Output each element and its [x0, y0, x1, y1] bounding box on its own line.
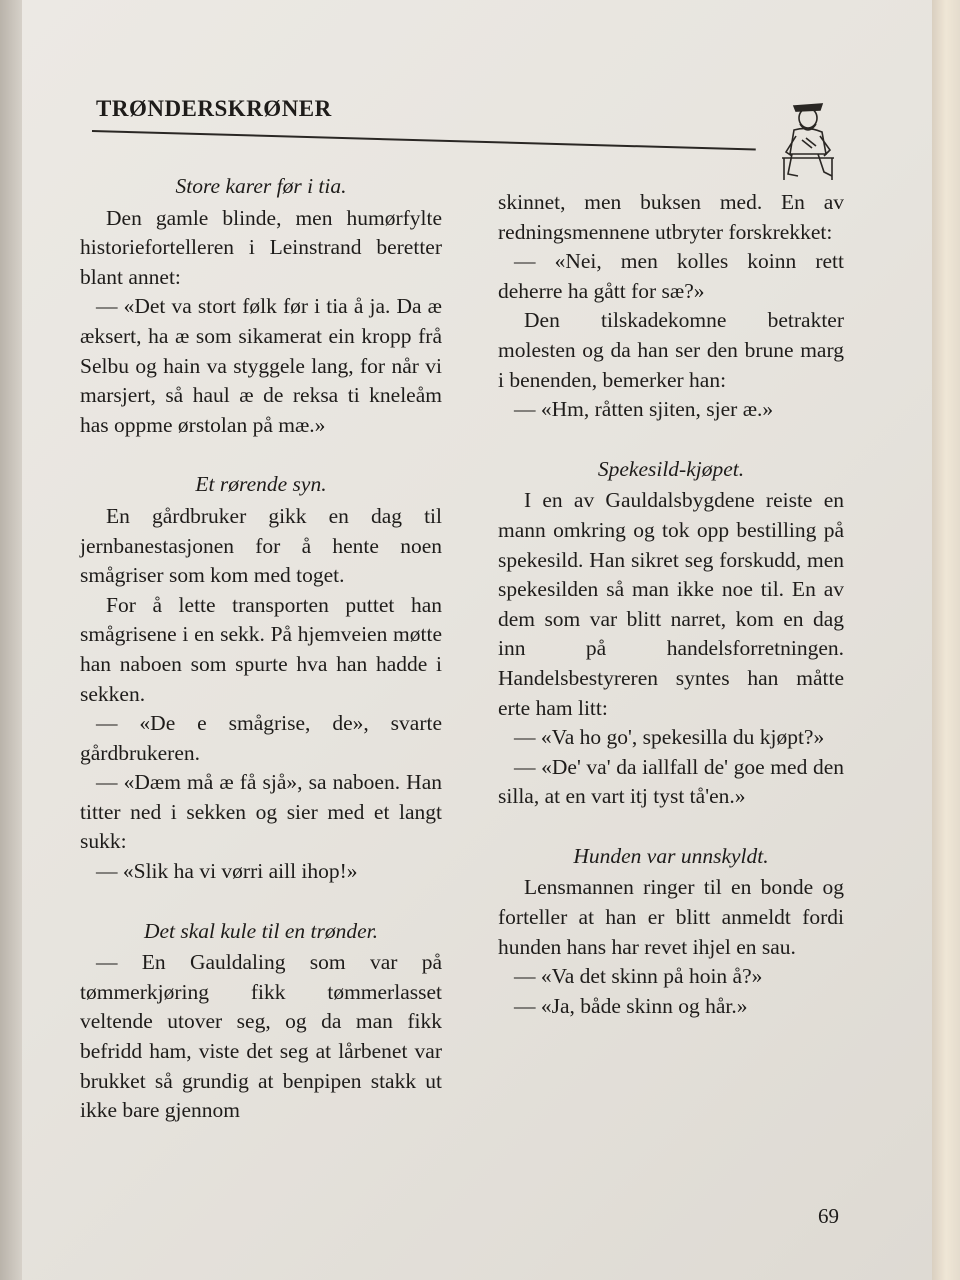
paragraph: — «De' va' da iallfall de' goe med den silla, at en vart itj tyst tå'en.»	[498, 754, 844, 809]
seated-old-man-drawing-icon	[772, 96, 844, 184]
paragraph: For å lette transporten puttet han smågrisene i en sekk. På hjemveien møtte han naboen som spurte hva han hadde i sekken.	[80, 592, 442, 706]
story-title-spekesild-kjopet: Spekesild-kjøpet.	[597, 456, 745, 481]
paragraph: — «Slik ha vi vørri aill ihop!»	[96, 859, 358, 884]
paragraph: — «De e smågrise, de», svarte gårdbrukeren.	[80, 711, 442, 765]
left-column	[80, 172, 442, 1126]
paragraph: — «Nei, men kolles koinn rett deherre ha gått for sæ?»	[498, 249, 844, 303]
paragraph: — «Dæm må æ få sjå», sa naboen. Han titter ned i sekken og sier med et langt sukk:	[80, 770, 442, 854]
story-title-hunden-var-unnskyldt: Hunden var unnskyldt.	[573, 843, 769, 868]
story-title-store-karer: Store karer før i tia.	[175, 174, 347, 198]
paragraph: En gårdbruker gikk en dag til jernbanestasjonen for å hente noen smågriser som kom med toget.	[80, 503, 442, 588]
paragraph: Den tilskadekomne betrakter molesten og da han ser den brune marg i benenden, bemerker han:	[498, 308, 844, 392]
paragraph: I en av Gauldalsbygdene reiste en mann omkring og tok opp bestilling på spekesild. Han sikret seg forskudd, men spekesilden så man ikke noe til. En av dem som var blitt narret, kom en dag inn på handelsforretningen. Handelsbestyreren syntes han måtte erte ham litt:	[498, 488, 844, 720]
paragraph: — «Ja, både skinn og hår.»	[514, 993, 748, 1018]
page-number: 69	[818, 1204, 839, 1228]
paragraph: — En Gauldaling som var på tømmerkjøring fikk tømmerlasset veltende utover seg, og da man fikk befridd ham, viste det seg at lårbenet var brukket så grundig at benpipen stakk ut ikke bare gjennom	[80, 950, 442, 1123]
running-title: TRØNDERSKRØNER	[96, 96, 332, 121]
paragraph: — «Det va stort følk før i tia å ja. Da æ æksert, ha æ som sikamerat ein kropp frå Selbu og hain va styggele lang, for når vi marsjert, så haul æ de reksa ti kneleåm has oppme ørstolan på mæ.»	[80, 294, 442, 437]
story-title-kule-til-en-tronder: Det skal kule til en trønder.	[143, 918, 379, 943]
paragraph: — «Hm, råtten sjiten, sjer æ.»	[514, 397, 774, 422]
paragraph: — «Va det skinn på hoin å?»	[514, 964, 763, 989]
paragraph: Den gamle blinde, men humørfylte historiefortelleren i Leinstrand beretter blant annet:	[80, 205, 442, 289]
paragraph: — «Va ho go', spekesilla du kjøpt?»	[514, 725, 825, 750]
paragraph: Lensmannen ringer til en bonde og forteller at han er blitt anmeldt fordi hunden hans har revet ihjel en sau.	[498, 875, 844, 959]
right-column	[498, 188, 844, 1021]
page-edge	[932, 0, 960, 1280]
story-title-rorende-syn: Et rørende syn.	[195, 472, 327, 497]
book-spine-shadow	[0, 0, 22, 1280]
paragraph: skinnet, men buksen med. En av redningsmennene utbryter forskrekket:	[498, 190, 844, 244]
